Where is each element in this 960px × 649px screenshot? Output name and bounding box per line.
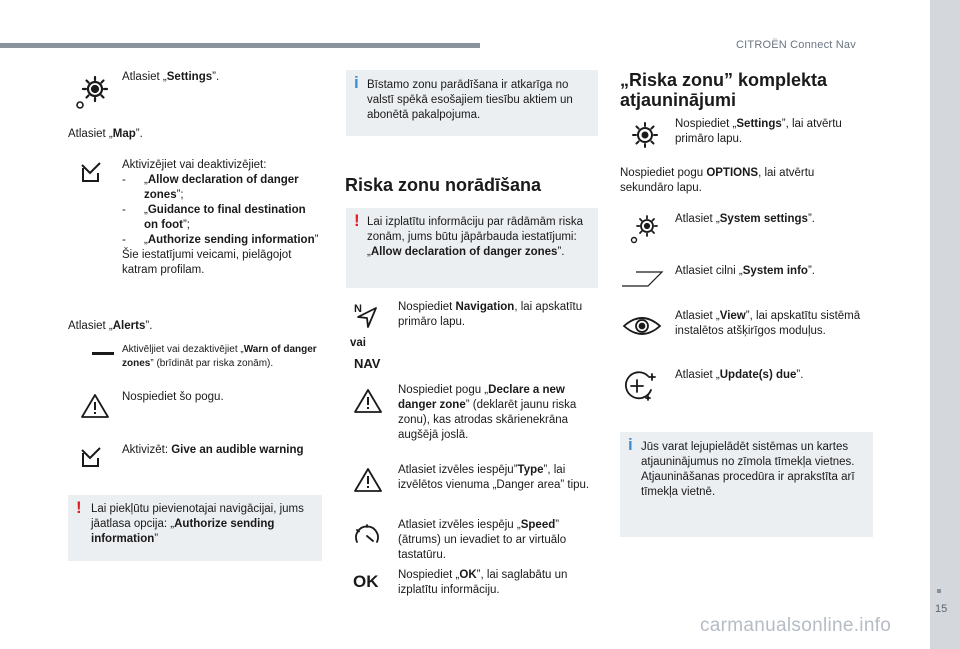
north-label: N — [354, 303, 362, 315]
page-side-band — [930, 0, 960, 649]
col2-step-ok: Nospiediet „OK”, lai saglabātu un izplatītu informāciju. — [398, 569, 568, 596]
brand-label: CITROËN Connect Nav — [736, 39, 856, 51]
checkbox-icon — [80, 446, 102, 468]
col3-info-text: Jūs varat lejupielādēt sistēmas un kartes atjauninājumus no zīmola tīmekļa vietnes. Atjaunināšanas procedūra ir aprakstīta arī tīmekļa vietnē. — [641, 441, 855, 498]
col2-heading: Riska zonu norādīšana — [345, 175, 542, 195]
page-marker — [937, 589, 941, 593]
speedometer-icon — [352, 521, 382, 547]
col1-step-alerts: Atlasiet „Alerts”. — [68, 320, 153, 332]
info-i-icon: i — [354, 73, 359, 92]
header-rule — [0, 43, 480, 48]
system-settings-gears-icon — [628, 212, 662, 246]
col3-heading: „Riska zonu” komplekta atjauninājumi — [620, 70, 828, 110]
warning-exclamation-icon: ! — [76, 498, 82, 517]
col3-step-view: Atlasiet „View”, lai apskatītu sistēmā instalētos atšķirīgos moduļus. — [675, 310, 861, 337]
col2-step-type: Atlasiet izvēles iespēju”Type”, lai izvēlētos vienuma „Danger area” tipu. — [398, 464, 590, 491]
warning-triangle-icon — [353, 388, 383, 414]
tab-icon — [620, 268, 664, 288]
nav-button-label: NAV — [354, 356, 381, 371]
or-label: vai — [350, 337, 366, 349]
col3-step-settings: Nospiediet „Settings”, lai atvērtu primāro lapu. — [675, 118, 842, 145]
warning-exclamation-icon: ! — [354, 211, 360, 230]
col1-step-warn-zones: Aktivēljiet vai dezaktivējiet „Warn of danger zones” (brīdināt par riska zonām). — [122, 344, 317, 369]
checkbox-icon — [80, 161, 102, 183]
col1-step-toggle: Aktivizējiet vai deaktivizējiet: - „Allow declaration of danger zones”; - „Guidance to final destination on foot”; - „Authorize sending information” Šie iestatījumi veicami, pielāgojot katram profilam. — [122, 159, 319, 276]
warning-triangle-icon — [353, 467, 383, 493]
page-number: 15 — [935, 603, 948, 615]
col1-step-settings: Atlasiet „Settings”. — [122, 71, 220, 83]
col2-step-declare: Nospiediet pogu „Declare a new danger zone” (deklarēt jaunu riska zonu), kas atrodas skārienekrāna augšējā joslā. — [398, 384, 577, 441]
col3-step-options: Nospiediet pogu OPTIONS, lai atvērtu sekundāro lapu. — [620, 167, 815, 194]
col3-step-system-settings: Atlasiet „System settings”. — [675, 213, 815, 225]
settings-gears-icon — [72, 72, 112, 112]
info-i-icon: i — [628, 435, 633, 454]
settings-gear-icon — [630, 120, 660, 150]
warning-triangle-icon — [80, 393, 110, 419]
col2-warning-text: Lai izplatītu informāciju par rādāmām riska zonām, jums būtu jāpārbauda iestatījumi: „Allow declaration of danger zones”. — [367, 216, 584, 258]
watermark: carmanualsonline.info — [700, 615, 892, 636]
col3-step-system-info: Atlasiet cilni „System info”. — [675, 265, 815, 277]
eye-view-icon — [622, 314, 662, 338]
col2-step-navigation: Nospiediet Navigation, lai apskatītu primāro lapu. — [398, 301, 583, 328]
update-icon — [622, 368, 658, 404]
col1-step-press-button: Nospiediet šo pogu. — [122, 391, 224, 403]
col2-info-text: Bīstamo zonu parādīšana ir atkarīga no valstī spēkā esošajiem tiesību aktiem un abonētā pakalpojuma. — [367, 79, 573, 121]
toggle-bar-icon — [92, 352, 114, 355]
col1-warning-text: Lai piekļūtu pievienotajai navigācijai, jums jāatlasa opcija: „Authorize sending information” — [91, 503, 304, 545]
ok-button-label: OK — [353, 572, 379, 591]
col1-step-audible: Aktivizēt: Give an audible warning — [122, 444, 304, 456]
col1-step-map: Atlasiet „Map”. — [68, 128, 143, 140]
col3-step-updates: Atlasiet „Update(s) due”. — [675, 369, 804, 381]
col2-step-speed: Atlasiet izvēles iespēju „Speed” (ātrums) un ievadiet to ar virtuālo tastatūru. — [398, 519, 567, 561]
